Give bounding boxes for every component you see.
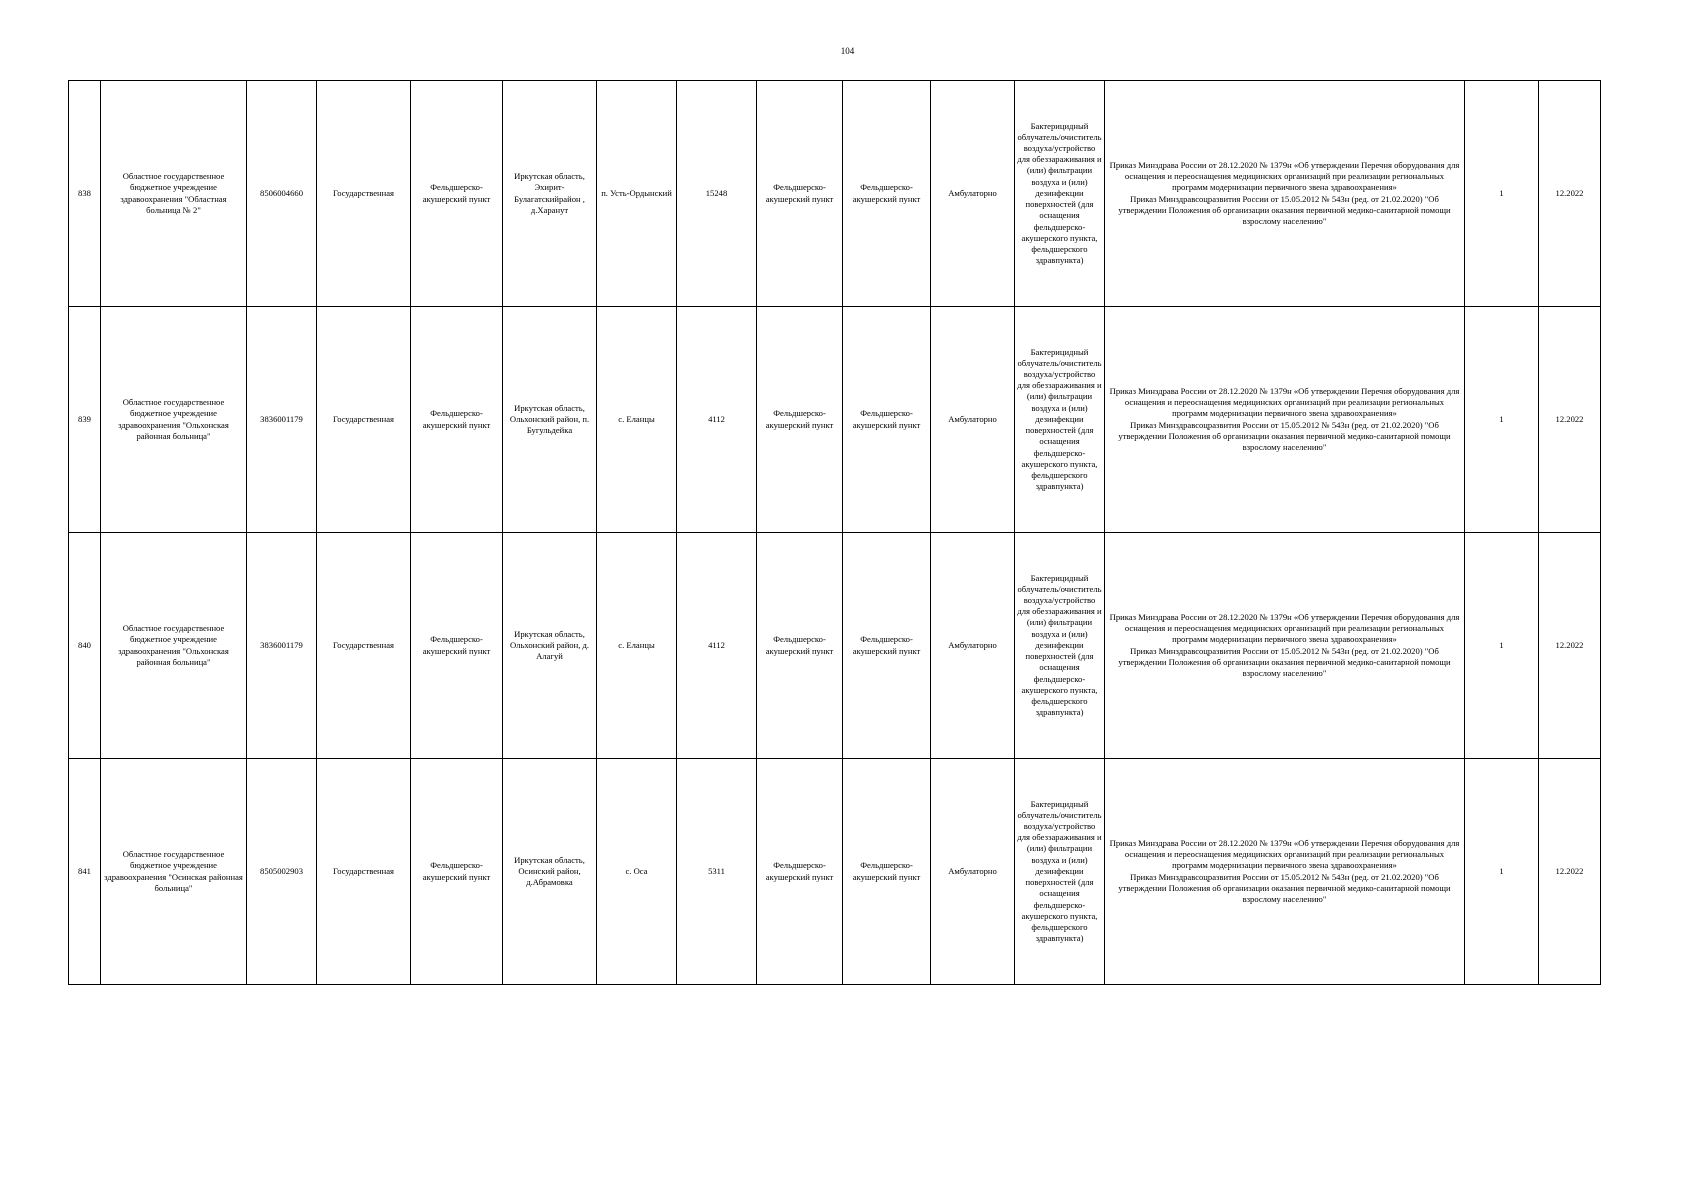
facility-address: Иркутская область, Ольхонский район, п. Бугульдейка xyxy=(503,307,597,533)
equipment-name: Бактерицидный облучатель/очиститель воздуха/устройство для обеззараживания и (или) фильтрации воздуха и (или) дезинфекции поверхностей (для оснащения фельдшерско-акушерского пункта, фельдшерского здравпункта) xyxy=(1015,533,1105,759)
district-center: с. Оса xyxy=(597,759,677,985)
delivery-date: 12.2022 xyxy=(1539,81,1601,307)
district-center: с. Еланцы xyxy=(597,533,677,759)
facility-address: Иркутская область, Ольхонский район, д. Алагуй xyxy=(503,533,597,759)
page-number: 104 xyxy=(840,46,855,56)
care-conditions: Амбулаторно xyxy=(931,81,1015,307)
facility-type: Фельдшерско-акушерский пункт xyxy=(411,307,503,533)
population-count: 15248 xyxy=(677,81,757,307)
organization-name: Областное государственное бюджетное учреждение здравоохранения "Осинская районная больница" xyxy=(101,759,247,985)
legal-basis-order-1379n: Приказ Минздрава России от 28.12.2020 № 1379н «Об утверждении Перечня оборудования для оснащения и переоснащения медицинских организаций при реализации региональных программ модернизации первичного звена здравоохранения» xyxy=(1109,611,1460,645)
district-center: п. Усть-Ордынский xyxy=(597,81,677,307)
unit-subtype: Фельдшерско-акушерский пункт xyxy=(843,533,931,759)
delivery-date: 12.2022 xyxy=(1539,307,1601,533)
row-number: 838 xyxy=(69,81,101,307)
equipment-quantity: 1 xyxy=(1465,81,1539,307)
care-conditions: Амбулаторно xyxy=(931,759,1015,985)
inn-value: 8505002903 xyxy=(247,759,317,985)
legal-basis-order-1379n: Приказ Минздрава России от 28.12.2020 № 1379н «Об утверждении Перечня оборудования для оснащения и переоснащения медицинских организаций при реализации региональных программ модернизации первичного звена здравоохранения» xyxy=(1109,837,1460,871)
equipment-quantity: 1 xyxy=(1465,307,1539,533)
organization-name: Областное государственное бюджетное учреждение здравоохранения "Ольхонская районная больница" xyxy=(101,533,247,759)
legal-basis-order-1379n: Приказ Минздрава России от 28.12.2020 № 1379н «Об утверждении Перечня оборудования для оснащения и переоснащения медицинских организаций при реализации региональных программ модернизации первичного звена здравоохранения» xyxy=(1109,159,1460,193)
equipment-quantity: 1 xyxy=(1465,533,1539,759)
delivery-date: 12.2022 xyxy=(1539,533,1601,759)
legal-basis-order-543n: Приказ Минздравсоцразвития России от 15.05.2012 № 543н (ред. от 21.02.2020) "Об утверждении Положения об организации оказания первичной медико-санитарной помощи взрослому населению" xyxy=(1118,871,1451,904)
legal-basis-order-543n: Приказ Минздравсоцразвития России от 15.05.2012 № 543н (ред. от 21.02.2020) "Об утверждении Положения об организации оказания первичной медико-санитарной помощи взрослому населению" xyxy=(1118,193,1451,226)
care-conditions: Амбулаторно xyxy=(931,533,1015,759)
organization-name: Областное государственное бюджетное учреждение здравоохранения "Ольхонская районная больница" xyxy=(101,307,247,533)
unit-subtype: Фельдшерско-акушерский пункт xyxy=(843,307,931,533)
legal-basis xyxy=(1105,533,1465,759)
unit-subtype: Фельдшерско-акушерский пункт xyxy=(843,759,931,985)
inn-value: 8506004660 xyxy=(247,81,317,307)
unit-subtype: Фельдшерско-акушерский пункт xyxy=(843,81,931,307)
unit-type: Фельдшерско-акушерский пункт xyxy=(757,759,843,985)
table-row xyxy=(69,533,1601,759)
ownership-form: Государственная xyxy=(317,307,411,533)
legal-basis-order-543n: Приказ Минздравсоцразвития России от 15.05.2012 № 543н (ред. от 21.02.2020) "Об утверждении Положения об организации оказания первичной медико-санитарной помощи взрослому населению" xyxy=(1118,419,1451,452)
population-count: 4112 xyxy=(677,533,757,759)
facility-address: Иркутская область, Осинский район, д.Абрамовка xyxy=(503,759,597,985)
unit-type: Фельдшерско-акушерский пункт xyxy=(757,81,843,307)
row-number: 839 xyxy=(69,307,101,533)
ownership-form: Государственная xyxy=(317,533,411,759)
legal-basis-order-1379n: Приказ Минздрава России от 28.12.2020 № 1379н «Об утверждении Перечня оборудования для оснащения и переоснащения медицинских организаций при реализации региональных программ модернизации первичного звена здравоохранения» xyxy=(1109,385,1460,419)
legal-basis xyxy=(1105,81,1465,307)
equipment-quantity: 1 xyxy=(1465,759,1539,985)
unit-type: Фельдшерско-акушерский пункт xyxy=(757,533,843,759)
registry-table xyxy=(68,80,1601,985)
legal-basis-order-543n: Приказ Минздравсоцразвития России от 15.05.2012 № 543н (ред. от 21.02.2020) "Об утверждении Положения об организации оказания первичной медико-санитарной помощи взрослому населению" xyxy=(1118,645,1451,678)
equipment-name: Бактерицидный облучатель/очиститель воздуха/устройство для обеззараживания и (или) фильтрации воздуха и (или) дезинфекции поверхностей (для оснащения фельдшерско-акушерского пункта, фельдшерского здравпункта) xyxy=(1015,759,1105,985)
legal-basis xyxy=(1105,759,1465,985)
unit-type: Фельдшерско-акушерский пункт xyxy=(757,307,843,533)
row-number: 840 xyxy=(69,533,101,759)
table-row xyxy=(69,759,1601,985)
facility-type: Фельдшерско-акушерский пункт xyxy=(411,81,503,307)
population-count: 4112 xyxy=(677,307,757,533)
equipment-name: Бактерицидный облучатель/очиститель воздуха/устройство для обеззараживания и (или) фильтрации воздуха и (или) дезинфекции поверхностей (для оснащения фельдшерско-акушерского пункта, фельдшерского здравпункта) xyxy=(1015,307,1105,533)
facility-type: Фельдшерско-акушерский пункт xyxy=(411,533,503,759)
table-row xyxy=(69,81,1601,307)
inn-value: 3836001179 xyxy=(247,307,317,533)
legal-basis xyxy=(1105,307,1465,533)
district-center: с. Еланцы xyxy=(597,307,677,533)
care-conditions: Амбулаторно xyxy=(931,307,1015,533)
organization-name: Областное государственное бюджетное учреждение здравоохранения "Областная больница № 2" xyxy=(101,81,247,307)
row-number: 841 xyxy=(69,759,101,985)
facility-address: Иркутская область, Эхирит-Булагатскийрайон , д.Харанут xyxy=(503,81,597,307)
population-count: 5311 xyxy=(677,759,757,985)
facility-type: Фельдшерско-акушерский пункт xyxy=(411,759,503,985)
inn-value: 3836001179 xyxy=(247,533,317,759)
ownership-form: Государственная xyxy=(317,81,411,307)
delivery-date: 12.2022 xyxy=(1539,759,1601,985)
ownership-form: Государственная xyxy=(317,759,411,985)
equipment-name: Бактерицидный облучатель/очиститель воздуха/устройство для обеззараживания и (или) фильтрации воздуха и (или) дезинфекции поверхностей (для оснащения фельдшерско-акушерского пункта, фельдшерского здравпункта) xyxy=(1015,81,1105,307)
table-row xyxy=(69,307,1601,533)
